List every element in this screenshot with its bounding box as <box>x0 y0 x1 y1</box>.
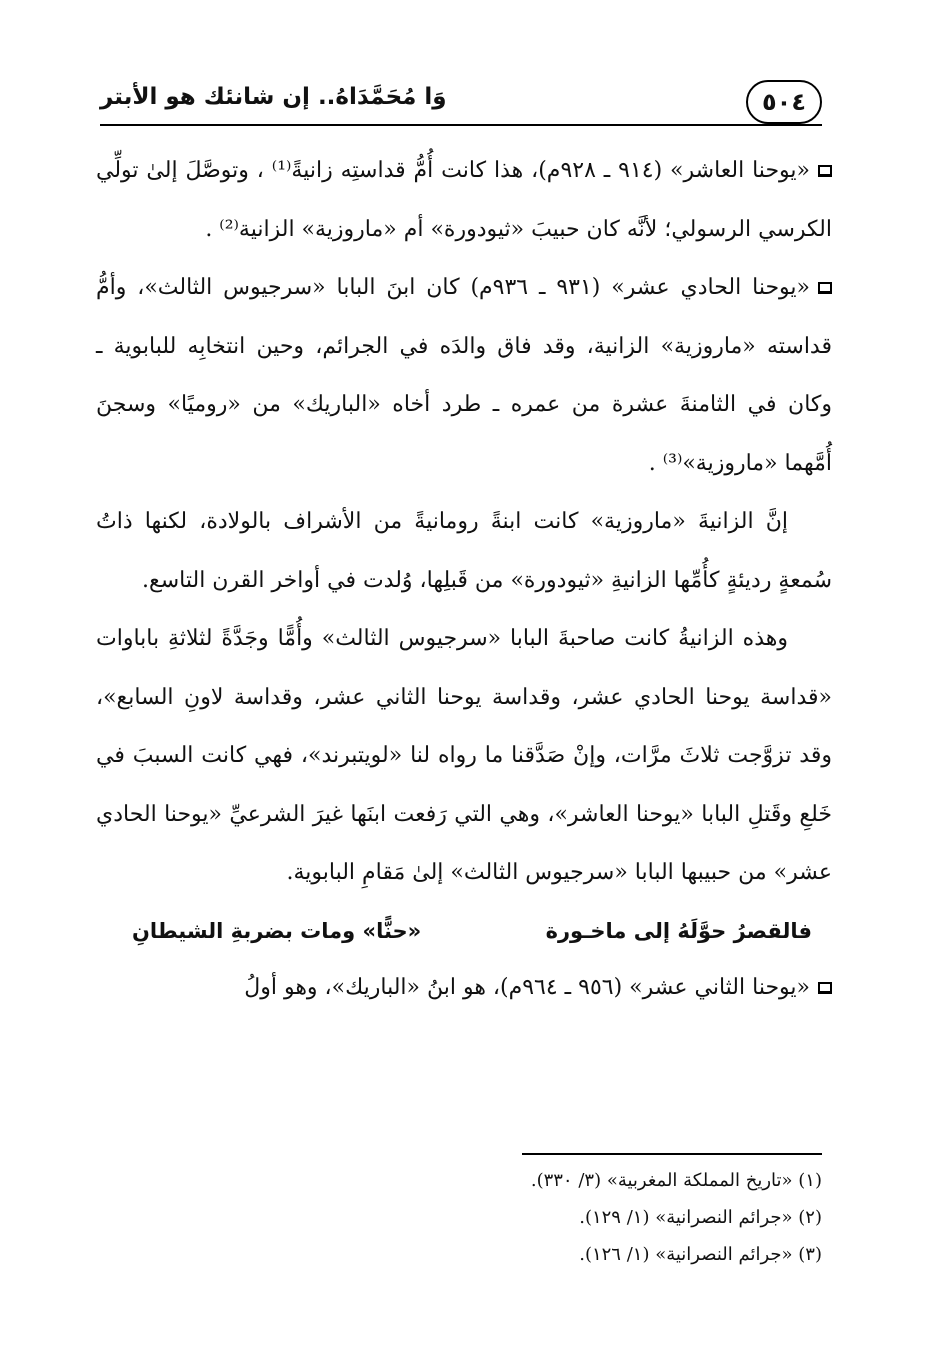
paragraph-marozia: إنَّ الزانيةَ «ماروزية» كانت ابنةً رومانيةً من الأشراف بالولادة، لكنها ذاتُ سُمعةٍ رديئةٍ كأُمِّها الزانيةِ «ثيودورة» من قَبلِها، وُلدت في أواخر القرن التاسع. <box>96 509 832 593</box>
square-bullet-icon <box>818 982 832 994</box>
footnote-1: (١) «تاريخ المملكة المغربية» (٣/ ٣٣٠). <box>530 1170 822 1191</box>
verse-second-hemistich: «حنًّا» ومات بضربةِ الشيطانِ <box>132 918 422 943</box>
footnotes <box>100 1162 822 1273</box>
poetry-verse <box>96 903 832 959</box>
footnote-3: (٣) «جرائم النصرانية» (١/ ١٢٦). <box>579 1244 822 1265</box>
paragraph-marozia-popes: وهذه الزانيةُ كانت صاحبةَ البابا «سرجيوس الثالث» وأُمًّا وجَدَّةً لثلاثةِ باباوات «قداسة يوحنا الحادي عشر، وقداسة يوحنا الثاني عشر، وقداسة لاونِ السابع»، وقد تزوَّجت ثلاثَ مرَّات، وإنْ صَدَّقنا ما رواه لنا «لويتبرند»، فهي كانت السببَ في خَلعِ وقَتلِ البابا «يوحنا العاشر»، وهي التي رَفعت ابنَها غيرَ الشرعيِّ «يوحنا الحادي عشر» من حبيبها البابا «سرجيوس الثالث» إلىٰ مَقامِ البابوية. <box>96 626 832 885</box>
paragraph-john-xi <box>96 259 832 493</box>
footnote-rule <box>522 1153 822 1155</box>
square-bullet-icon <box>818 282 832 294</box>
footnote-2: (٢) «جرائم النصرانية» (١/ ١٢٩). <box>579 1207 822 1228</box>
paragraph-john-xii <box>96 959 832 1018</box>
page-header <box>100 80 822 124</box>
square-bullet-icon <box>818 165 832 177</box>
paragraph-text: «يوحنا الحادي عشر» (٩٣١ ـ ٩٣٦م) كان ابنَ البابا «سرجيوس الثالث»، وأمُّ قداسته «ماروزية» الزانية، وقد فاق والدَه في الجرائم، وحين انتخابِه للبابوية ـ وكان في الثامنةَ عشرة من عمره ـ طرد أخاه «الباريك» من «روميًا» وسجنَ أُمَّهما «ماروزية»⁽³⁾ . <box>96 275 832 476</box>
page-number: ٥٠٤ <box>746 80 822 124</box>
body-text <box>96 142 832 1017</box>
header-rule <box>100 124 822 126</box>
paragraph-text: «يوحنا العاشر» (٩١٤ ـ ٩٢٨م)، هذا كانت أُمُّ قداستِه زانيةً⁽¹⁾ ، وتوصَّلَ إلىٰ تولِّي الكرسي الرسولي؛ لأنَّه كان حبيبَ «ثيودورة» أم «ماروزية» الزانية⁽²⁾ . <box>96 158 832 242</box>
paragraph-text: «يوحنا الثاني عشر» (٩٥٦ ـ ٩٦٤م)، هو ابنُ «الباريك»، وهو أولُ <box>244 974 810 1000</box>
paragraph-john-x <box>96 142 832 259</box>
running-title: وَا مُحَمَّدَاهُ.. إن شانئك هو الأبتر <box>100 84 447 110</box>
verse-first-hemistich: فالقصرُ حوَّلَهُ إلى ماخـورة <box>545 918 812 943</box>
